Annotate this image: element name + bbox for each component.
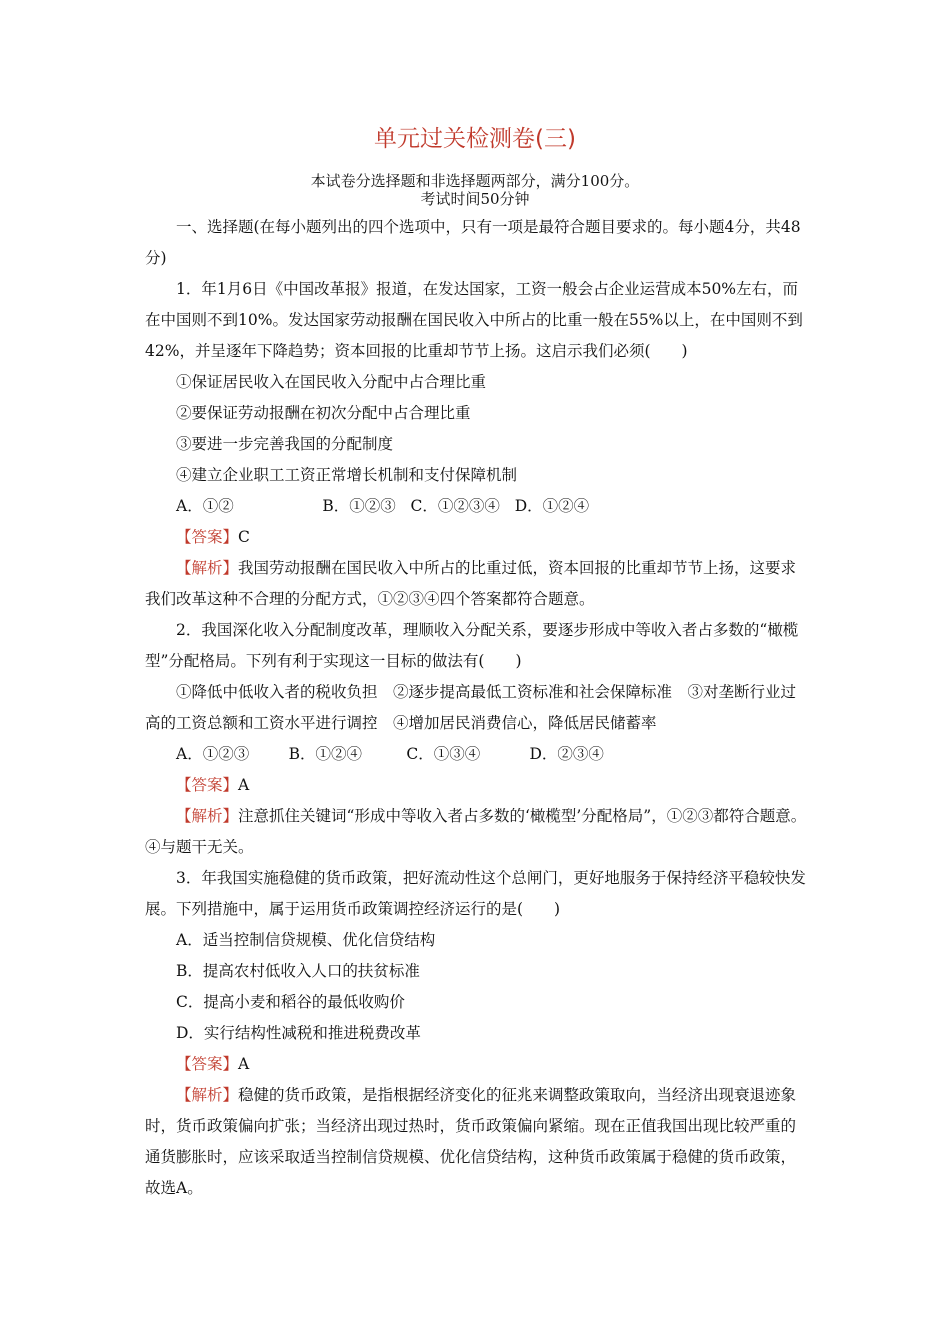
question-2-analysis	[145, 801, 810, 863]
section-heading: 一、选择题(在每小题列出的四个选项中，只有一项是最符合题目要求的。每小题4分，共48分)	[145, 218, 801, 267]
question-1-statement-1: ①保证居民收入在国民收入分配中占合理比重	[176, 373, 487, 391]
question-1-answer	[145, 522, 810, 553]
question-3-stem: 3．年我国实施稳健的货币政策，把好流动性这个总闸门，更好地服务于保持经济平稳较快发展。下列措施中，属于运用货币政策调控经济运行的是( )	[145, 869, 806, 918]
question-1-stem: 1．年1月6日《中国改革报》报道，在发达国家，工资一般会占企业运营成本50%左右，而在中国则不到10%。发达国家劳动报酬在国民收入中所占的比重一般在55%以上，在中国则不到42%，并呈逐年下降趋势；资本回报的比重却节节上扬。这启示我们必须( )	[145, 280, 803, 360]
answer-label: 【答案】	[176, 1055, 239, 1073]
intro-line-1: 本试卷分选择题和非选择题两部分，满分100分。	[310, 172, 640, 190]
analysis-label: 【解析】	[176, 1086, 239, 1104]
question-1-statement-3: ③要进一步完善我国的分配制度	[176, 435, 394, 453]
question-1-choices: A．①② B．①②③ C．①②③④ D．①②④	[176, 497, 590, 515]
question-3-option-d: D．实行结构性减税和推进税费改革	[176, 1024, 421, 1042]
question-3-option-b: B．提高农村低收入人口的扶贫标准	[176, 962, 420, 980]
question-2-choices: A．①②③ B．①②④ C．①③④ D．②③④	[176, 745, 604, 763]
analysis-text: 注意抓住关键词“形成中等收入者占多数的‘橄榄型’分配格局”，①②③都符合题意。④与题干无关。	[145, 807, 807, 856]
answer-label: 【答案】	[176, 776, 239, 794]
analysis-text: 我国劳动报酬在国民收入中所占的比重过低，资本回报的比重却节节上扬，这要求我们改革这种不合理的分配方式，①②③④四个答案都符合题意。	[145, 559, 797, 608]
analysis-label: 【解析】	[176, 559, 239, 577]
page-title: 单元过关检测卷(三)	[374, 126, 576, 152]
question-3-option-a: A．适当控制信贷规模、优化信贷结构	[176, 931, 436, 949]
question-2-answer	[145, 770, 810, 801]
question-3-analysis	[145, 1080, 810, 1204]
question-2-statements: ①降低中低收入者的税收负担 ②逐步提高最低工资标准和社会保障标准 ③对垄断行业过高的工资总额和工资水平进行调控 ④增加居民消费信心，降低居民储蓄率	[145, 683, 797, 732]
question-2-stem: 2．我国深化收入分配制度改革，理顺收入分配关系，要逐步形成中等收入者占多数的“橄榄型”分配格局。下列有利于实现这一目标的做法有( )	[145, 621, 799, 670]
question-3-option-c: C．提高小麦和稻谷的最低收购价	[176, 993, 405, 1011]
document-body	[145, 212, 810, 1204]
answer-label: 【答案】	[176, 528, 239, 546]
question-1-statement-4: ④建立企业职工工资正常增长机制和支付保障机制	[176, 466, 518, 484]
answer-value: C	[238, 528, 250, 546]
question-1-statement-2: ②要保证劳动报酬在初次分配中占合理比重	[176, 404, 471, 422]
intro-line-2: 考试时间50分钟	[420, 190, 530, 208]
question-3-answer	[145, 1049, 810, 1080]
answer-value: A	[238, 1055, 250, 1073]
question-1-analysis	[145, 553, 810, 615]
analysis-text: 稳健的货币政策，是指根据经济变化的征兆来调整政策取向，当经济出现衰退迹象时，货币政策偏向扩张；当经济出现过热时，货币政策偏向紧缩。现在正值我国出现比较严重的通货膨胀时，应该采取适当控制信贷规模、优化信贷结构，这种货币政策属于稳健的货币政策，故选A。	[145, 1086, 797, 1197]
answer-value: A	[238, 776, 250, 794]
analysis-label: 【解析】	[176, 807, 239, 825]
